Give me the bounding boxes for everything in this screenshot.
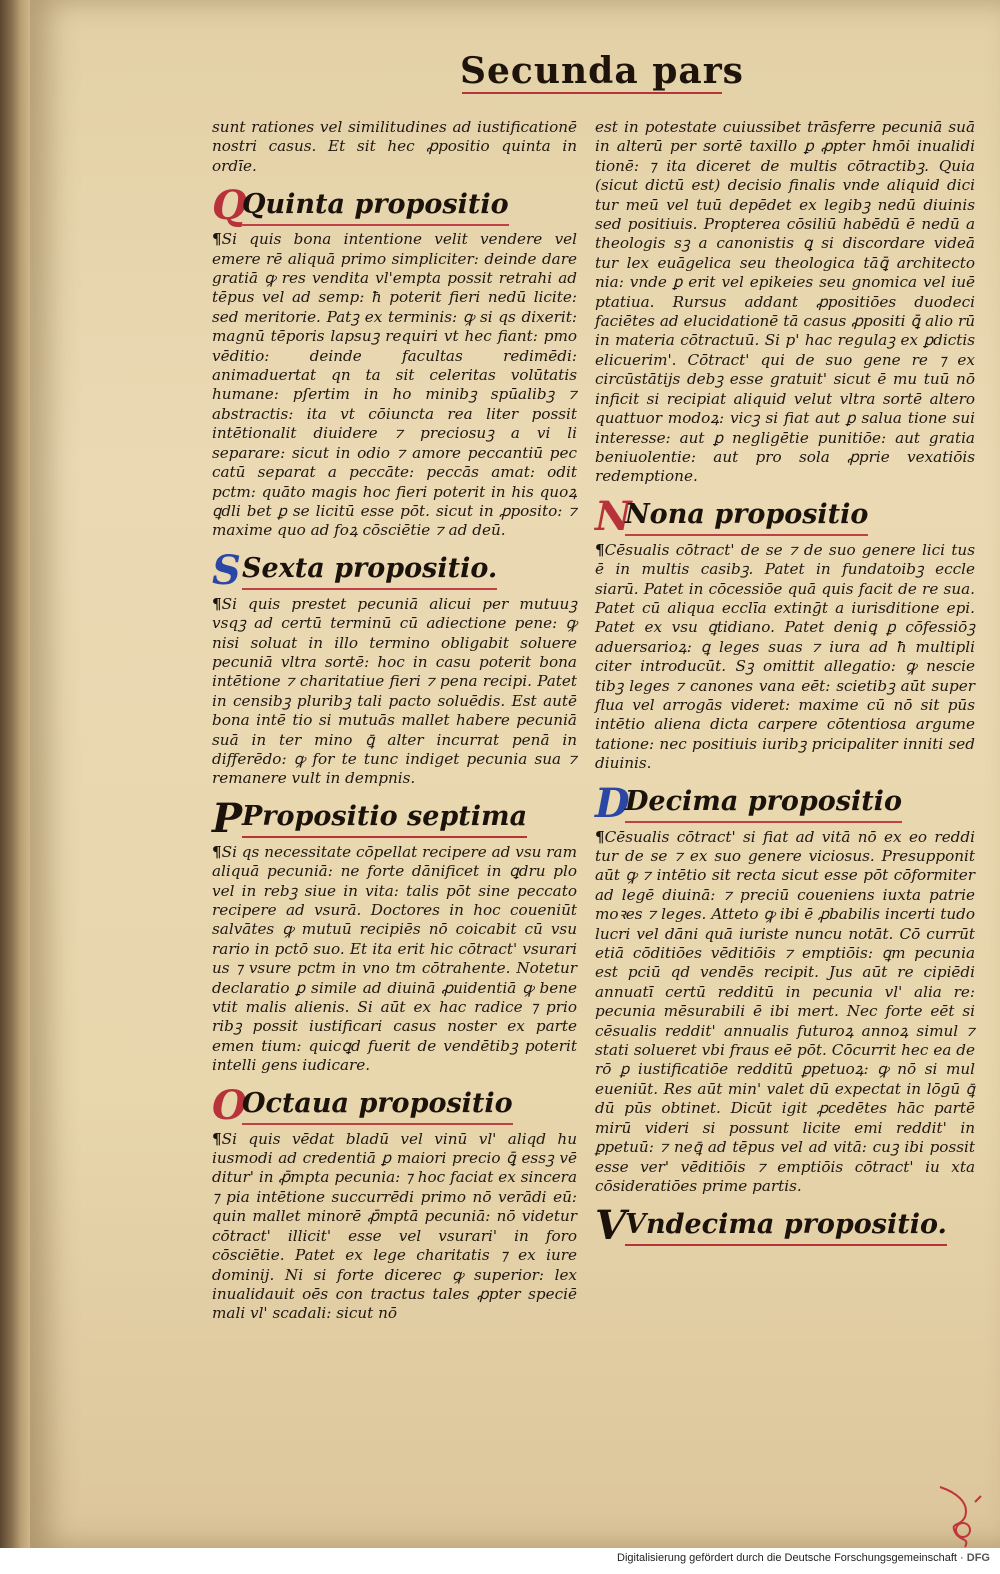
initial-letter: V (595, 1202, 627, 1250)
section-title: Nona propositio (625, 497, 868, 536)
section-title: Vndecima propositio. (625, 1207, 947, 1246)
dfg-logo: DFG (966, 1552, 990, 1564)
section-title: Sexta propositio. (242, 551, 497, 590)
section-body: Si quis prestet pecuniā alicui per mutuuꝫ vsqꝫ ad certū terminū cū adiectione pene: ꝙ nisi soluat in illo termino obligabit soluere pecuniā vltra sortē: hoc in casu poterit bona intētione ⁊ charitatiue fieri ⁊ pena recipi. Patet in censibꝫ pluribꝫ tali pacto soluēdis. Est autē bona intē tio si mutuās mallet habere pecuniā suā in ter mino ꝗ̄ alter incurrat penā in differēdo: ꝙ for te tunc indiget pecunia sua ⁊ remanere vult in dempnis. (212, 594, 577, 788)
digitization-footer (0, 1548, 1000, 1574)
section-heading-quinta (212, 182, 577, 230)
section-body: Si quis bona intentione velit vendere vel emere rē aliquā primo simpliciter: deinde dare gratiā ꝙ res vendita vl'empta possit retrahi ad tēpus vel ad semp: ħ poterit fieri nedū licite: sed meritorie. Patꝫ ex terminis: ꝙ si qs dixerit: magnū tēporis lapsuꝫ requiri vt hec fiant: pmo vēditio: deinde facultas redimēdi: animaduertat qn ta sit celeritas volūtatis humane: pſertim in ho minibꝫ spūalibꝫ ⁊ abstractis: ita vt cōiuncta rea liter possit intētionalit diuidere ⁊ preciosuꝫ a vi li separare: sicut in odio ⁊ amore peccantiū pec catū separat a peccāte: peccās amat: odit pctm: quāto magis hoc fieri poterit in his quoꝝ ꝗdli bet ꝑ se licitū esse pōt. sicut in ꝓposito: ⁊ maxime quo ad foꝝ cōsciētie ⁊ ad deū. (212, 230, 577, 540)
section-heading-octaua (212, 1081, 577, 1129)
section-body: Cēsualis cōtract' si fiat ad vitā nō ex eo reddi tur de se ⁊ ex suo genere viciosus. Presupponit aūt ꝙ ⁊ intētio sit recta sicut esse pōt cōformiter ad legē diuinā: ⁊ preciū coueniens iuxta patrie moꝛes ⁊ leges. Atteto ꝙ ibi ē ꝓbabilis incerti tudo lucri vel dāni quā iuriste nuncu notāt. Cō currūt etiā cōditiōes vēditiōis ⁊ emptiōis: ꝗm pecunia est pciū qd vendēs recipit. Jus aūt re cipiēdi annuatī certū redditū in pecunia vl' alia re: pecunia mēsurabili ē ibi mert. Nec forte eēt si cēsualis reddit' annualis futuroꝝ annoꝝ simul ⁊ stati solueret vbi fraus eē pōt. Cōcurrit hec ea de rō ꝑ iustificatiōe redditū ꝑpetuoꝝ: ꝙ nō si mul eueniūt. Res aūt min' valet dū expectat in lōgū ꝗ̄ dū pūs obtinet. Dicūt igit ꝓcedētes hāc partē mirū videri si possunt licite emi reddit' in ꝑpetuū: ⁊ neꝗ̄ ad tēpus vel ad vitā: cuꝫ ibi possit esse ver' vēditiōis ⁊ emptiōis cōtract' iu xta cōsideratiōes prime partis. (595, 827, 975, 1195)
left-column (212, 118, 577, 1326)
footer-credit: Digitalisierung gefördert durch die Deutsche Forschungsgemeinschaft · (617, 1552, 964, 1564)
book-edge (0, 0, 34, 1574)
pilcrow-icon: ¶ (212, 1129, 222, 1148)
section-heading-vndecima (595, 1202, 975, 1250)
pilcrow-icon: ¶ (212, 594, 222, 613)
section-heading-septima (212, 794, 577, 842)
section-text (212, 595, 577, 789)
initial-letter: N (595, 492, 632, 540)
section-body: Si quis vēdat bladū vel vinū vl' aliqd hu iusmodi ad credentiā ꝑ maiori precio ꝗ̄ essꝫ vē ditur' in ꝓ̄mpta pecunia: ⁊ hoc faciat ex sincera ⁊ pia intētione succurrēdi primo nō verādi eū: quin mallet minorē ꝓ̄mptā pecuniā: nō videtur cōtract' illicit' esse vel vsurari' in foro cōsciētie. Patet ex lege charitatis ⁊ ex iure dominij. Ni si forte dicerec ꝙ superior: lex inualidauit oēs con tractus tales ꝓpter speciē mali vl' scadali: sicut nō (212, 1129, 577, 1323)
flourish-ornament-icon (935, 1482, 985, 1552)
section-title: Quinta propositio (242, 187, 509, 226)
pilcrow-icon: ¶ (212, 842, 222, 861)
section-body: Cēsualis cōtract' de se ⁊ de suo genere lici tus ē in multis casibꝫ. Patet in fundatoibꝫ eccle siarū. Patet in cōcessiōe quā quis facit de re sua. Patet cū aliqua ecclīa extinḡt a iurisditione epi. Patet ex vsu ꝗtidiano. Patet deniꝗ ꝑ cōfessiōꝫ aduersarioꝝ: ꝗ leges suas ⁊ iura ad ħ multipli citer introducūt. Sꝫ omittit allegatio: ꝙ nescie tibꝫ leges ⁊ canones vana eēt: scietibꝫ aūt super flua vel arrogās videret: maxime cū nō sit pūs intētio aliena dicta carpere cōtentiosa argume tatione: nec positiuis iuribꝫ pricipaliter inniti sed diuinis. (595, 540, 975, 773)
pilcrow-icon: ¶ (595, 540, 605, 559)
pilcrow-icon: ¶ (595, 827, 605, 846)
section-heading-sexta (212, 546, 577, 594)
section-text (212, 843, 577, 1076)
section-text (212, 1130, 577, 1324)
right-column (595, 118, 975, 1250)
section-title: Propositio septima (242, 799, 527, 838)
section-title: Octaua propositio (242, 1086, 513, 1125)
running-head: Secunda pars (460, 50, 744, 92)
initial-letter: P (212, 794, 243, 842)
section-heading-nona (595, 492, 975, 540)
section-title: Decima propositio (625, 784, 902, 823)
right-intro: est in potestate cuiussibet trāsferre pecuniā suā in alterū per sortē taxillo ꝑ ꝓpter hmōi inualidi tionē: ⁊ ita diceret de multis cōtractibꝫ. Quia (sicut dictū est) decisio finalis vnde aliquid dici tur meū vel tuū depēdet ex legibꝫ nedū diuinis sed positiuis. Propterea cōsiliū habēdū ē nedū a theologis sꝫ a canonistis ꝗ si discordare videā tur lex euāgelica seu theologica tāꝗ̄ architecto nia: vnde ꝑ erit vel epikeies seu gnomica vel iuē ptatiua. Rursus addant ꝓpositiōes duodeci faciētes ad elucidationē tā casus ꝓpositi ꝗ̄ alio rū in materia cōtractuū. Si p' hac regulaꝫ ex ꝑdictis elicuerim'. Cōtract' qui de suo gene re ⁊ ex circūstātijs debꝫ esse gratuit' sicut ē mu tuū nō inficit si recipiat aliquid velut vltra sortē altero quattuor modoꝝ: vicꝫ si fiat aut ꝑ salua tione sui interesse: aut ꝑ negligētie punitiōe: aut gratia beniuolentie: aut pro sola ꝓprie vexatiōis redemptione. (595, 118, 975, 486)
left-intro: sunt rationes vel similitudines ad iustificationē nostri casus. Et sit hec ꝓpositio quinta in ordīe. (212, 118, 577, 175)
section-body: Si qs necessitate cōpellat recipere ad vsu ram aliquā pecuniā: ne forte dānificet in ꝗdru plo vel in rebꝫ siue in vita: talis pōt sine peccato recipere ad vsurā. Doctores in hoc coueniūt salvātes ꝙ mutuū recipiēs nō coicabit cū vsu rario in pctō suo. Et ita erit hic cōtract' vsurari us ⁊ vsure pctm in vno tm cōtrahente. Notetur declaratio ꝑ simile ad diuinā ꝓuidentiā ꝙ bene vtit malis alienis. Si aūt ex hac radice ⁊ prio ribꝫ possit iustificari casus noster ex parte emen tium: quicꝗd fuerit de vendētibꝫ poterit intelli gens iudicare. (212, 842, 577, 1075)
section-text (212, 230, 577, 541)
initial-letter: D (595, 779, 630, 827)
initial-letter: Q (212, 182, 247, 230)
section-text (595, 541, 975, 774)
running-head-rule (462, 92, 722, 94)
initial-letter: S (212, 546, 241, 594)
section-text (595, 828, 975, 1197)
section-heading-decima (595, 779, 975, 827)
pilcrow-icon: ¶ (212, 230, 222, 249)
initial-letter: O (212, 1081, 247, 1129)
